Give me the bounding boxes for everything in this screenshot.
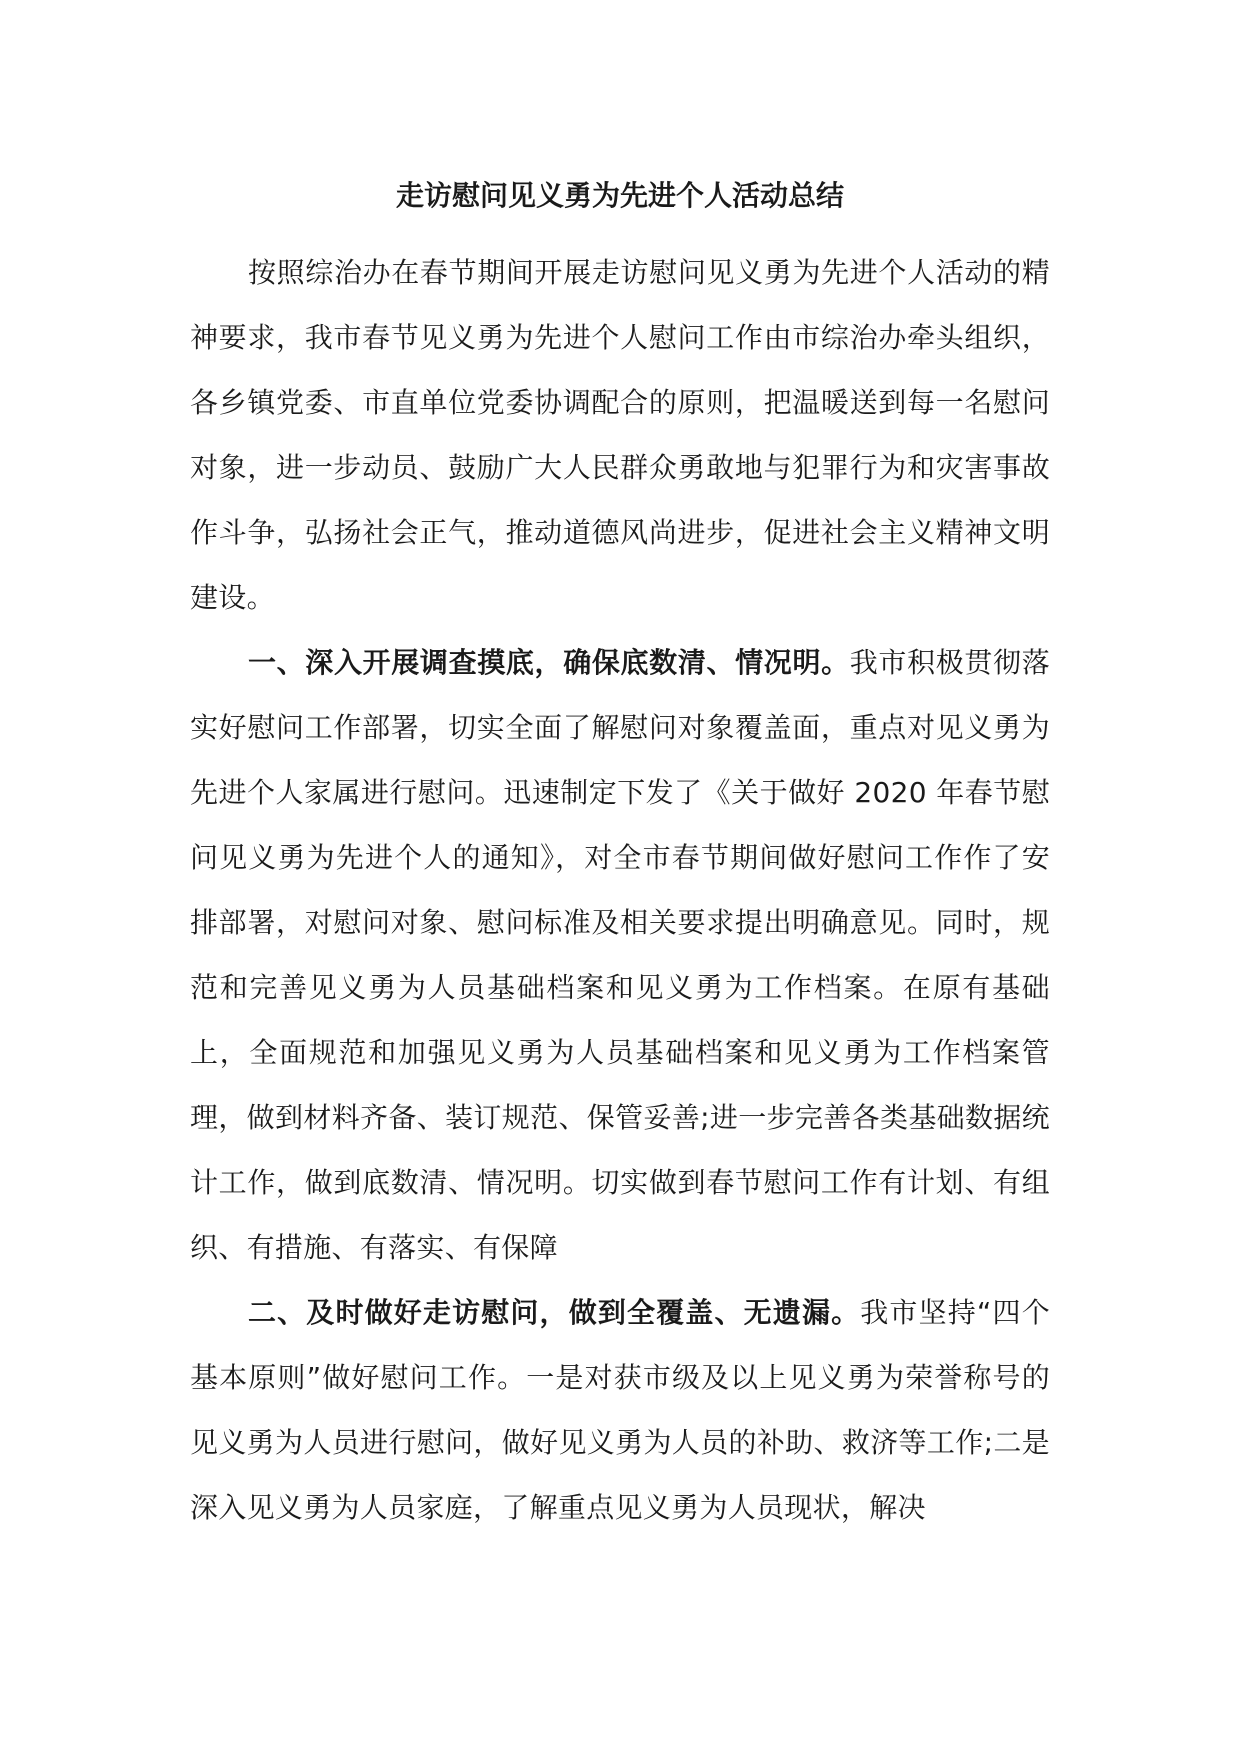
- document-body: [190, 240, 1050, 1540]
- document-title: 走访慰问见义勇为先进个人活动总结: [395, 179, 844, 212]
- paragraph-section-two: [190, 1280, 1050, 1540]
- paragraph-section-one: [190, 630, 1050, 1280]
- paragraph-text: 我市坚持“四个基本原则”做好慰问工作。一是对获市级及以上见义勇为荣誉称号的见义勇为人员进行慰问，做好见义勇为人员的补助、救济等工作;二是深入见义勇为人员家庭，了解重点见义勇为人员现状，解决: [190, 1296, 1051, 1524]
- paragraph-lead: 一、深入开展调查摸底，确保底数清、情况明。: [248, 646, 850, 679]
- paragraph-text: 按照综治办在春节期间开展走访慰问见义勇为先进个人活动的精神要求，我市春节见义勇为先进个人慰问工作由市综治办牵头组织，各乡镇党委、市直单位党委协调配合的原则，把温暖送到每一名慰问对象，进一步动员、鼓励广大人民群众勇敢地与犯罪行为和灾害事故作斗争，弘扬社会正气，推动道德风尚进步，促进社会主义精神文明建设。: [190, 256, 1050, 614]
- paragraph-lead: 二、及时做好走访慰问，做到全覆盖、无遗漏。: [248, 1296, 861, 1329]
- paragraph-intro: [190, 240, 1050, 630]
- paragraph-text: 我市积极贯彻落实好慰问工作部署，切实全面了解慰问对象覆盖面，重点对见义勇为先进个人家属进行慰问。迅速制定下发了《关于做好 2020 年春节慰问见义勇为先进个人的通知》，对全市春节期间做好慰问工作作了安排部署，对慰问对象、慰问标准及相关要求提出明确意见。同时，规范和完善见义勇为人员基础档案和见义勇为工作档案。在原有基础上，全面规范和加强见义勇为人员基础档案和见义勇为工作档案管理，做到材料齐备、装订规范、保管妥善;进一步完善各类基础数据统计工作，做到底数清、情况明。切实做到春节慰问工作有计划、有组织、有措施、有落实、有保障: [190, 646, 1050, 1264]
